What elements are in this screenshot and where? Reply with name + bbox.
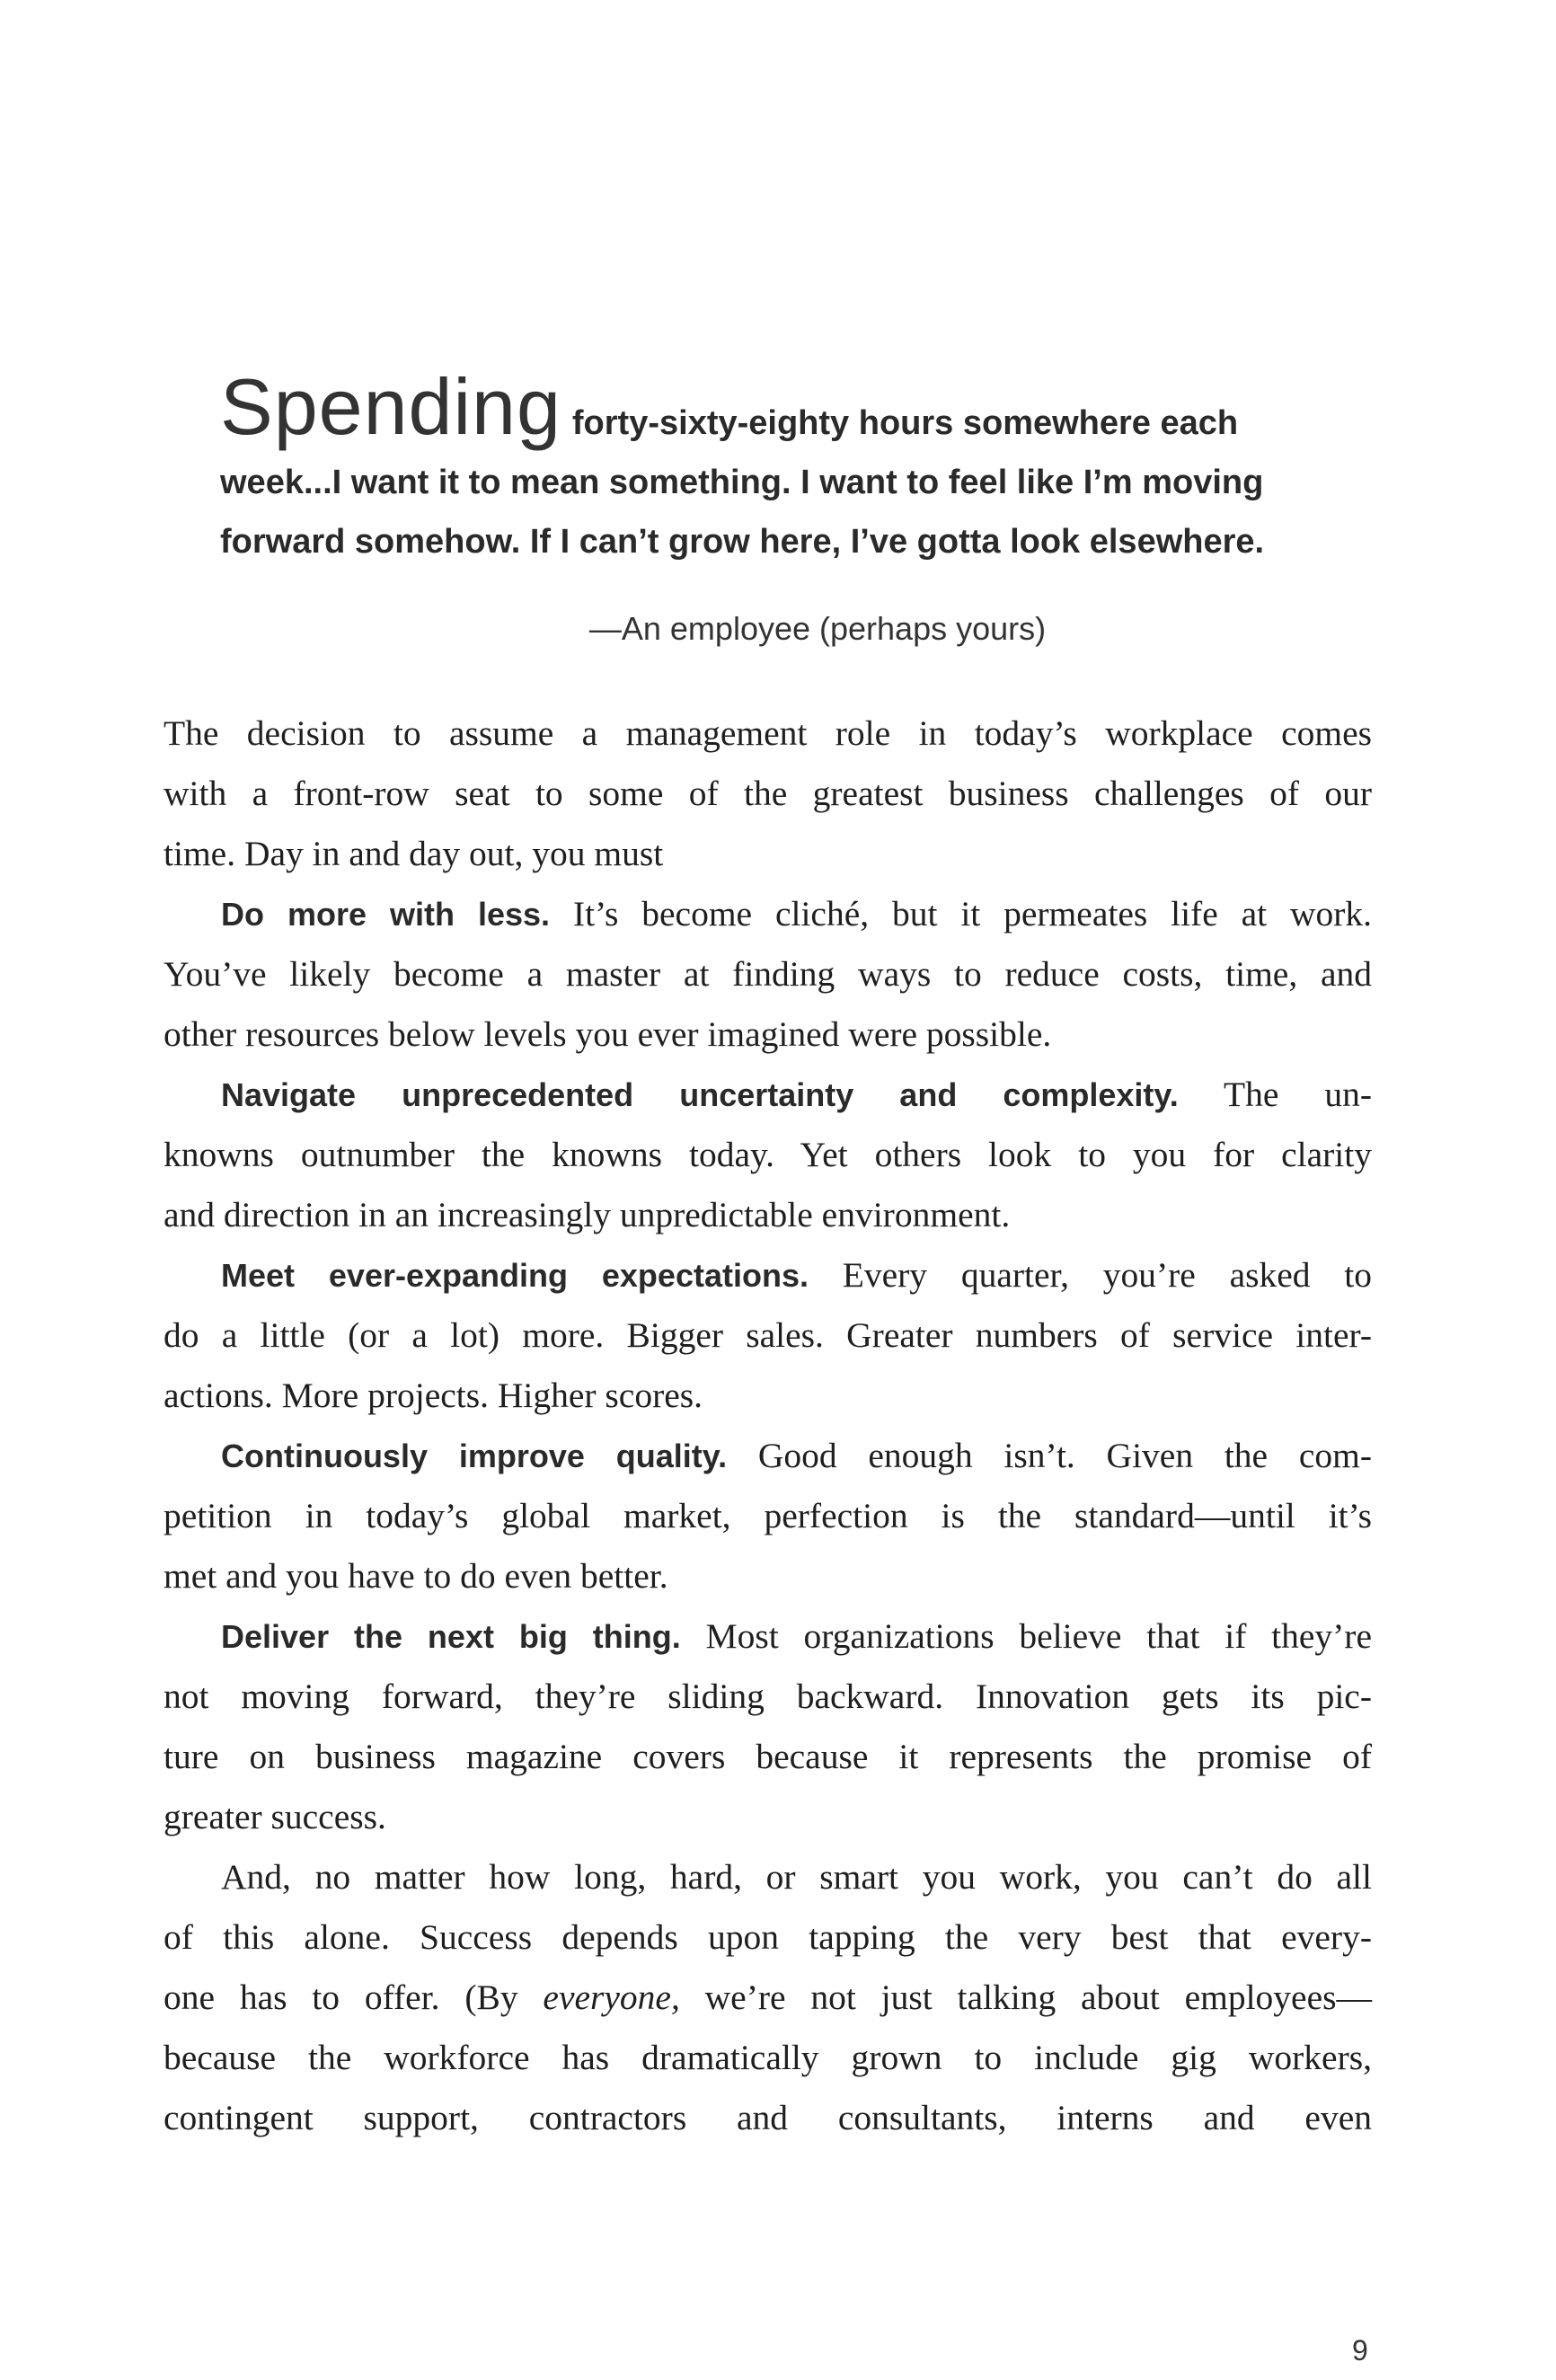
body-line: ture on business magazine covers because it represents the promise of bbox=[164, 1737, 1372, 1776]
body-line: because the workforce has dramatically grown to include gig workers, bbox=[164, 2038, 1372, 2077]
item-lead: Do more with less. bbox=[221, 896, 551, 933]
body-line: actions. More projects. Higher scores. bbox=[164, 1376, 703, 1415]
epigraph-line-1 bbox=[220, 362, 1388, 453]
body-line: met and you have to do even better. bbox=[164, 1556, 668, 1596]
body-line: knowns outnumber the knowns today. Yet others look to you for clarity bbox=[164, 1135, 1372, 1174]
body-line: greater success. bbox=[164, 1797, 386, 1836]
epigraph-drop-word: Spending bbox=[220, 362, 561, 451]
body-line: of this alone. Success depends upon tapping the very best that every- bbox=[164, 1917, 1372, 1957]
item-paragraph-do-more: Do more with less. It’s become cliché, but it permeates life at work. You’ve likely become a master at finding ways to reduce costs, time, and other resources below levels you ever imagined were possible. bbox=[164, 884, 1372, 1065]
intro-line: with a front-row seat to some of the greatest business challenges of our bbox=[164, 774, 1372, 813]
item-paragraph-navigate: Navigate unprecedented uncertainty and complexity. The un- knowns outnumber the knowns today. Yet others look to you for clarity and direction in an increasingly unpredictable environment. bbox=[164, 1065, 1372, 1245]
emphasis-everyone: everyone, bbox=[543, 1977, 680, 2017]
item-lead: Navigate unprecedented uncertainty and complexity. bbox=[221, 1076, 1179, 1113]
item-paragraph-next-big-thing: Deliver the next big thing. Most organizations believe that if they’re not moving forward, they’re sliding backward. Innovation gets its pic- ture on business magazine covers because it represents the promise of greater success. bbox=[164, 1606, 1372, 1847]
body-line: contingent support, contractors and consultants, interns and even bbox=[164, 2098, 1372, 2137]
body-line: one has to offer. (By everyone, we’re not just talking about employees— bbox=[164, 1977, 1372, 2017]
item-lead: Meet ever-expanding expectations. bbox=[221, 1257, 809, 1294]
page-number: 9 bbox=[1352, 2334, 1368, 2367]
intro-line: time. Day in and day out, you must bbox=[164, 834, 664, 873]
body-line: petition in today’s global market, perfection is the standard—until it’s bbox=[164, 1496, 1372, 1535]
epigraph bbox=[220, 362, 1388, 571]
body-line: do a little (or a lot) more. Bigger sales. Greater numbers of service inter- bbox=[164, 1315, 1372, 1355]
item-lead: Continuously improve quality. bbox=[221, 1438, 728, 1474]
intro-line: The decision to assume a management role in today’s workplace comes bbox=[164, 713, 1372, 753]
item-paragraph-quality: Continuously improve quality. Good enough isn’t. Given the com- petition in today’s global market, perfection is the standard—until it’s met and you have to do even better. bbox=[164, 1426, 1372, 1606]
closing-paragraph bbox=[164, 1847, 1372, 2148]
epigraph-attribution: —An employee (perhaps yours) bbox=[588, 610, 1047, 647]
item-lead: Deliver the next big thing. bbox=[221, 1618, 681, 1655]
body-line: You’ve likely become a master at finding ways to reduce costs, time, and bbox=[164, 954, 1372, 994]
body-text bbox=[164, 703, 1372, 2148]
body-line: And, no matter how long, hard, or smart you work, you can’t do all bbox=[221, 1857, 1372, 1897]
body-line: other resources below levels you ever imagined were possible. bbox=[164, 1014, 1052, 1054]
intro-paragraph bbox=[164, 703, 1372, 884]
item-paragraph-expectations: Meet ever-expanding expectations. Every quarter, you’re asked to do a little (or a lot) more. Bigger sales. Greater numbers of service inter- actions. More projects. Higher scores. bbox=[164, 1245, 1372, 1426]
epigraph-line-1-rest: forty-sixty-eighty hours somewhere each bbox=[571, 404, 1239, 442]
epigraph-line-2: week...I want it to mean something. I want to feel like I’m moving bbox=[220, 464, 1264, 501]
epigraph-line-3: forward somehow. If I can’t grow here, I’ve gotta look elsewhere. bbox=[220, 523, 1265, 561]
body-line: not moving forward, they’re sliding backward. Innovation gets its pic- bbox=[164, 1677, 1372, 1716]
body-line: and direction in an increasingly unpredictable environment. bbox=[164, 1195, 1011, 1234]
